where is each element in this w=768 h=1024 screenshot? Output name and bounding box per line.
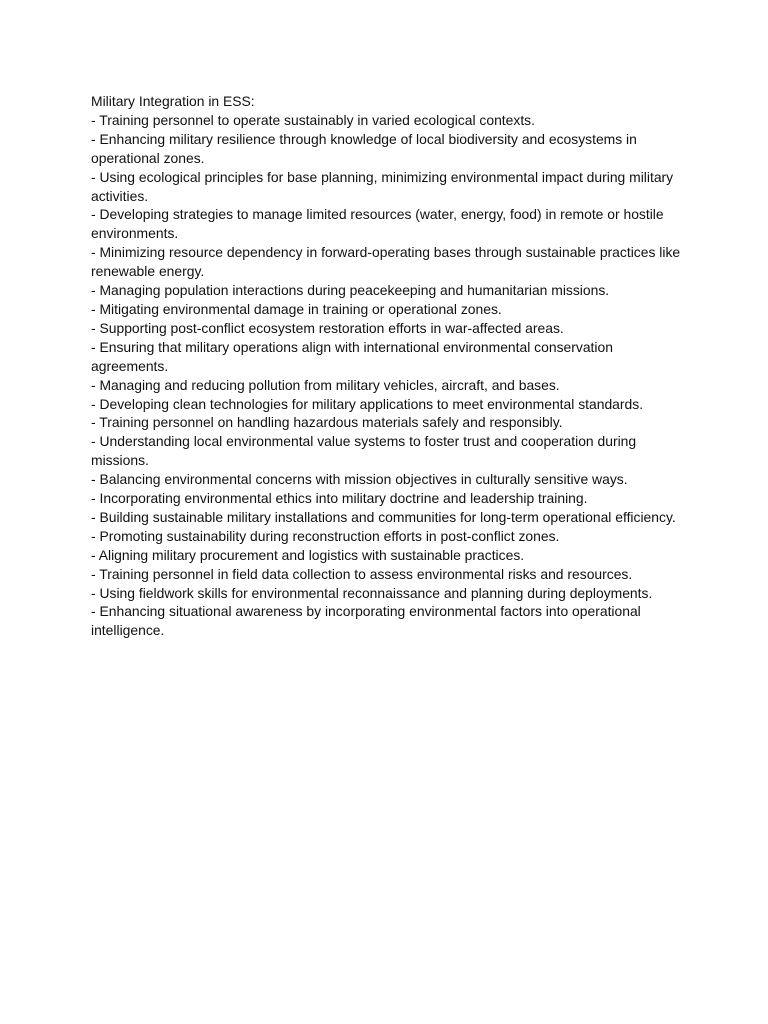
document-body	[91, 92, 691, 640]
list-item: - Building sustainable military installations and communities for long-term operational efficiency.	[91, 508, 676, 525]
list-item: - Understanding local environmental value systems to foster trust and cooperation during missions.	[91, 433, 637, 469]
list-item: - Enhancing military resilience through knowledge of local biodiversity and ecosystems in operational zones.	[91, 130, 637, 166]
list-item: - Training personnel to operate sustainably in varied ecological contexts.	[91, 111, 535, 128]
document-heading: Military Integration in ESS:	[91, 93, 255, 109]
list-item: - Incorporating environmental ethics into military doctrine and leadership training.	[91, 490, 588, 507]
list-item: - Promoting sustainability during reconstruction efforts in post-conflict zones.	[91, 527, 560, 544]
list-item: - Enhancing situational awareness by incorporating environmental factors into operational intelligence.	[91, 603, 641, 639]
list-item: - Training personnel on handling hazardous materials safely and responsibly.	[91, 414, 563, 431]
list-item: - Managing population interactions during peacekeeping and humanitarian missions.	[91, 282, 610, 299]
list-item: - Using ecological principles for base planning, minimizing environmental impact during military activities.	[91, 168, 674, 204]
list-item: - Using fieldwork skills for environmental reconnaissance and planning during deployments.	[91, 584, 653, 601]
list-item: - Managing and reducing pollution from military vehicles, aircraft, and bases.	[91, 376, 560, 393]
list-item: - Aligning military procurement and logistics with sustainable practices.	[91, 546, 525, 563]
list-item: - Ensuring that military operations align with international environmental conservation agreements.	[91, 338, 613, 374]
list-item: - Training personnel in field data collection to assess environmental risks and resources.	[91, 565, 633, 582]
list-item: - Supporting post-conflict ecosystem restoration efforts in war-affected areas.	[91, 319, 564, 336]
list-item: - Mitigating environmental damage in training or operational zones.	[91, 300, 502, 317]
list-item: - Developing strategies to manage limited resources (water, energy, food) in remote or hostile environments.	[91, 206, 664, 242]
list-item: - Balancing environmental concerns with mission objectives in culturally sensitive ways.	[91, 471, 628, 488]
list-item: - Minimizing resource dependency in forward-operating bases through sustainable practices like renewable energy.	[91, 244, 681, 280]
list-item: - Developing clean technologies for military applications to meet environmental standards.	[91, 395, 644, 412]
